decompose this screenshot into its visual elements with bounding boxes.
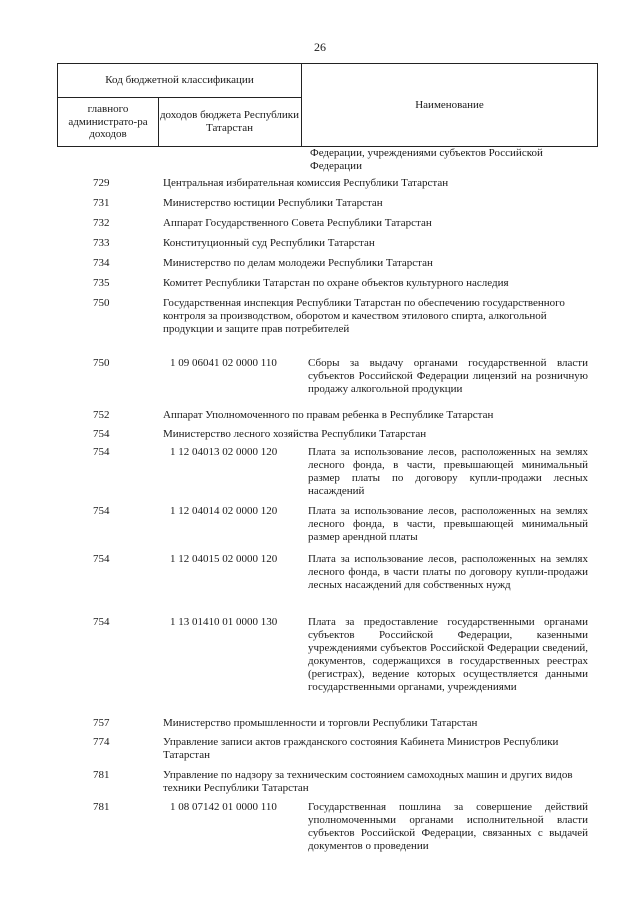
- row-kbk-code: 1 09 06041 02 0000 110: [170, 357, 277, 369]
- row-name: Министерство промышленности и торговли Республики Татарстан: [163, 717, 478, 729]
- row-admin-code: 754: [93, 505, 110, 517]
- row-admin-code: 732: [93, 217, 110, 229]
- row-admin-code: 734: [93, 257, 110, 269]
- row-admin-code: 781: [93, 801, 110, 813]
- row-name: Плата за использование лесов, расположенных на землях лесного фонда, в части, превышающей минимальный размер платы по договору купли-продажи лесных насаждений: [308, 446, 588, 497]
- row-name: Управление по надзору за техническим состоянием самоходных машин и других видов техники Республики Татарстан: [163, 769, 573, 794]
- table-row: [0, 446, 640, 505]
- table-header: [57, 63, 598, 147]
- table-row: [0, 297, 640, 357]
- row-name: Министерство юстиции Республики Татарстан: [163, 197, 383, 209]
- table-row: [0, 409, 640, 428]
- row-admin-code: 731: [93, 197, 110, 209]
- table-row: [0, 505, 640, 553]
- row-name: Центральная избирательная комиссия Республики Татарстан: [163, 177, 449, 189]
- row-admin-code: 754: [93, 553, 110, 565]
- row-name: Государственная пошлина за совершение действий уполномоченными органами исполнительной власти субъектов Российской Федерации, связанных с выдачей документов о проведении: [308, 801, 588, 852]
- table-row: [0, 217, 640, 237]
- header-code-group: Код бюджетной классификации: [58, 64, 302, 98]
- table-row: [0, 197, 640, 217]
- row-kbk-code: 1 12 04013 02 0000 120: [170, 446, 278, 458]
- row-admin-code: 754: [93, 428, 110, 440]
- table-row: [0, 177, 640, 197]
- row-name: Конституционный суд Республики Татарстан: [163, 237, 375, 249]
- row-kbk-code: 1 08 07142 01 0000 110: [170, 801, 277, 813]
- table-row: [0, 357, 640, 409]
- row-kbk-code: 1 12 04015 02 0000 120: [170, 553, 278, 565]
- page-number: 26: [314, 40, 326, 54]
- table-row: [0, 277, 640, 297]
- row-name: Плата за предоставление государственными органами субъектов Российской Федерации, казенными учреждениями субъектов Российской Федерации сведений, документов, содержащихся в государственных реестрах (регистрах), ведение которых осуществляется данными государственными органами, учреждениями: [308, 616, 588, 693]
- table-body: [0, 147, 640, 861]
- header-admin-column: главного администрато-ра доходов: [58, 97, 159, 147]
- row-admin-code: 750: [93, 297, 110, 309]
- row-admin-code: 754: [93, 446, 110, 458]
- table-row: [0, 801, 640, 861]
- row-name: Управление записи актов гражданского состояния Кабинета Министров Республики Татарстан: [163, 736, 559, 761]
- table-row: [0, 553, 640, 616]
- row-admin-code: 752: [93, 409, 110, 421]
- row-kbk-code: 1 13 01410 01 0000 130: [170, 616, 278, 628]
- table-row: [0, 257, 640, 277]
- row-kbk-code: 1 12 04014 02 0000 120: [170, 505, 278, 517]
- row-admin-code: 735: [93, 277, 110, 289]
- table-row: [0, 147, 640, 177]
- header-income-column: доходов бюджета Республики Татарстан: [158, 97, 302, 147]
- row-name: Государственная инспекция Республики Татарстан по обеспечению государственного контроля за производством, оборотом и качеством этилового спирта, алкогольной продукции и защите прав потребителей: [163, 297, 565, 335]
- row-admin-code: 754: [93, 616, 110, 628]
- row-name: Федерации, учреждениями субъектов Российской Федерации: [310, 147, 543, 172]
- row-name: Министерство по делам молодежи Республики Татарстан: [163, 257, 433, 269]
- row-name: Сборы за выдачу органами государственной власти субъектов Российской Федерации лицензий на розничную продажу алкогольной продукции: [308, 357, 588, 395]
- row-name: Плата за использование лесов, расположенных на землях лесного фонда, в части, превышающей минимальный размер арендной платы: [308, 505, 588, 543]
- row-name: Плата за использование лесов, расположенных на землях лесного фонда, в части платы по договору купли-продажи лесных насаждений для собственных нужд: [308, 553, 588, 591]
- row-name: Комитет Республики Татарстан по охране объектов культурного наследия: [163, 277, 509, 289]
- table-row: [0, 717, 640, 736]
- row-admin-code: 781: [93, 769, 110, 781]
- row-admin-code: 750: [93, 357, 110, 369]
- row-admin-code: 733: [93, 237, 110, 249]
- row-admin-code: 757: [93, 717, 110, 729]
- table-row: [0, 769, 640, 801]
- row-admin-code: 774: [93, 736, 110, 748]
- row-name: Аппарат Государственного Совета Республики Татарстан: [163, 217, 432, 229]
- row-admin-code: 729: [93, 177, 110, 189]
- row-name: Аппарат Уполномоченного по правам ребенка в Республике Татарстан: [163, 409, 494, 421]
- table-row: [0, 736, 640, 769]
- header-name-column: Наименование: [415, 99, 484, 111]
- table-row: [0, 237, 640, 257]
- row-name: Министерство лесного хозяйства Республики Татарстан: [163, 428, 427, 440]
- table-row: [0, 428, 640, 446]
- table-row: [0, 616, 640, 717]
